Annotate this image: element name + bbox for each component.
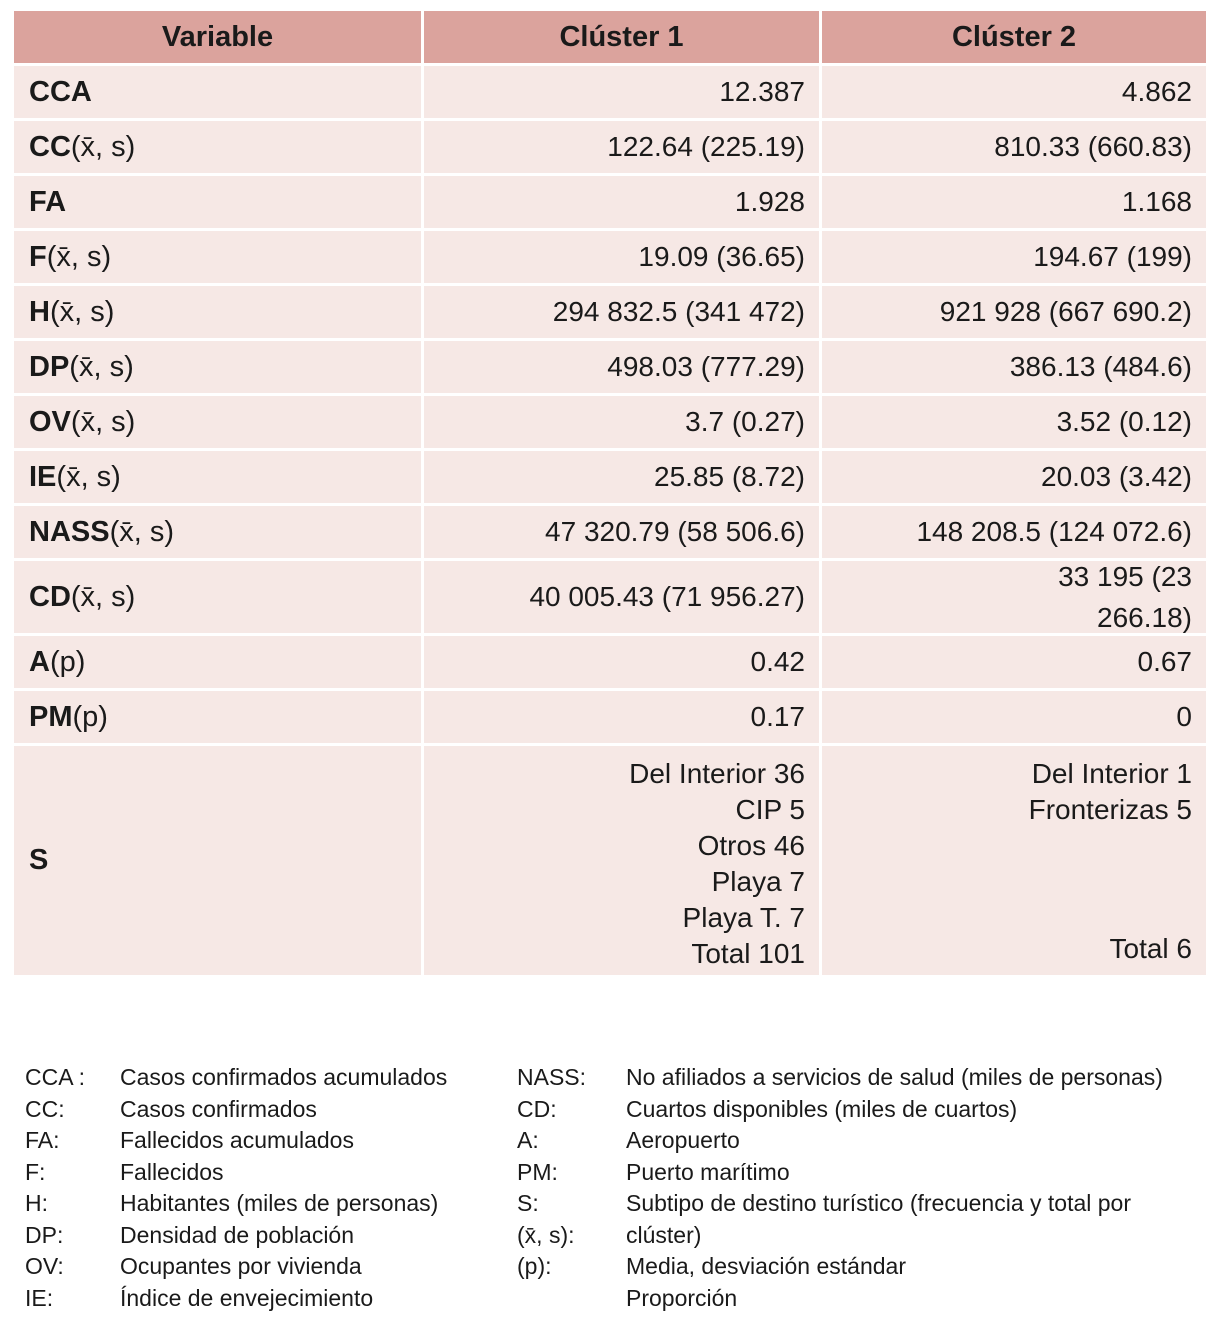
row-cluster-1-value: 294 832.5 (341 472): [424, 286, 822, 341]
legend-description: Habitantes (miles de personas): [120, 1190, 439, 1216]
s-item: Playa T. 7: [682, 902, 805, 933]
row-cluster-1-value: 47 320.79 (58 506.6): [424, 506, 822, 561]
row-cluster-2-value: 386.13 (484.6): [822, 341, 1206, 396]
legend-description: Puerto marítimo: [626, 1158, 790, 1185]
row-cluster-1-value: 1.928: [424, 176, 822, 231]
row-variable: PM (p): [14, 691, 424, 746]
s-item: CIP 5: [735, 794, 805, 825]
table-row-s: [14, 746, 1206, 978]
s-item: Del Interior 1: [1031, 758, 1192, 789]
row-cluster-2-value: 0: [822, 691, 1206, 746]
legend-abbr: A:: [517, 1127, 539, 1153]
row-cluster-1-value: 12.387: [424, 66, 822, 121]
s-item: Total 101: [691, 938, 805, 969]
table-row: [14, 341, 1206, 396]
table-row: [14, 451, 1206, 506]
row-cluster-2-value: 3.52 (0.12): [822, 396, 1206, 451]
table-row: [14, 506, 1206, 561]
table-row: [14, 636, 1206, 691]
legend-abbr: IE:: [25, 1284, 54, 1311]
table-row: [14, 286, 1206, 341]
row-cluster-2-value: 1.168: [822, 176, 1206, 231]
row-cluster-1-value: 40 005.43 (71 956.27): [424, 561, 822, 636]
row-cluster-2-value: 810.33 (660.83): [822, 121, 1206, 176]
legend-description: Aeropuerto: [626, 1127, 740, 1153]
row-variable: CD (x̄, s): [14, 561, 424, 636]
s-item: Fronterizas 5: [1028, 794, 1192, 825]
row-variable: DP (x̄, s): [14, 341, 424, 396]
legend-description: Densidad de población: [120, 1221, 355, 1248]
s-total: Total 6: [1109, 933, 1192, 964]
header-cluster-2: Clúster 2: [822, 11, 1206, 66]
legend-description: Fallecidos: [120, 1158, 224, 1185]
table-row: [14, 121, 1206, 176]
legend-abbr: FA:: [25, 1127, 60, 1153]
legend-description: Proporción: [626, 1284, 738, 1311]
legend-description: clúster): [626, 1221, 702, 1248]
legend-description: Subtipo de destino turístico (frecuencia y total por: [626, 1190, 1132, 1216]
cluster-table: [14, 11, 1206, 978]
row-cluster-1-value: 0.17: [424, 691, 822, 746]
row-cluster-2-value: 0.67: [822, 636, 1206, 691]
legend-abbr: S:: [517, 1190, 539, 1216]
row-cluster-1-value: [424, 746, 822, 978]
legend-abbr: F:: [25, 1158, 46, 1185]
row-cluster-2-value: 4.862: [822, 66, 1206, 121]
row-variable: F (x̄, s): [14, 231, 424, 286]
legend-description: Índice de envejecimiento: [120, 1284, 374, 1311]
row-cluster-2-value: 33 195 (23 266.18): [822, 561, 1206, 636]
header-cluster-1: Clúster 1: [424, 11, 822, 66]
s-item: Otros 46: [697, 830, 805, 861]
row-variable: S: [14, 746, 424, 978]
legend-description: Cuartos disponibles (miles de cuartos): [626, 1095, 1018, 1122]
row-cluster-2-value: 921 928 (667 690.2): [822, 286, 1206, 341]
legend-abbr: (x̄, s):: [517, 1221, 575, 1248]
row-variable: A (p): [14, 636, 424, 691]
legend-abbr: CD:: [517, 1095, 557, 1122]
legend-description: Media, desviación estándar: [626, 1253, 906, 1279]
legend-description: No afiliados a servicios de salud (miles de personas): [626, 1064, 1163, 1090]
legend-abbr: PM:: [517, 1158, 558, 1185]
legend-abbr: CCA :: [25, 1064, 86, 1090]
s-item: Playa 7: [711, 866, 805, 897]
row-variable: CC (x̄, s): [14, 121, 424, 176]
row-cluster-1-value: 3.7 (0.27): [424, 396, 822, 451]
table-row: [14, 66, 1206, 121]
row-cluster-2-value: 148 208.5 (124 072.6): [822, 506, 1206, 561]
row-variable: OV (x̄, s): [14, 396, 424, 451]
table-row: [14, 231, 1206, 286]
row-variable: FA: [14, 176, 424, 231]
legend-abbr: CC:: [25, 1095, 65, 1122]
table-row: [14, 396, 1206, 451]
row-cluster-1-value: 0.42: [424, 636, 822, 691]
row-variable: CCA: [14, 66, 424, 121]
row-cluster-1-value: 498.03 (777.29): [424, 341, 822, 396]
legend-abbr: (p):: [517, 1253, 552, 1279]
legend-abbr: NASS:: [517, 1064, 587, 1090]
table-row: [14, 176, 1206, 231]
row-cluster-1-value: 25.85 (8.72): [424, 451, 822, 506]
legend-description: Fallecidos acumulados: [120, 1127, 354, 1153]
row-variable: NASS (x̄, s): [14, 506, 424, 561]
row-cluster-1-value: 122.64 (225.19): [424, 121, 822, 176]
header-variable: Variable: [14, 11, 424, 66]
legend-abbr: OV:: [25, 1253, 64, 1279]
row-variable: IE (x̄, s): [14, 451, 424, 506]
table-row: [14, 691, 1206, 746]
legend-description: Ocupantes por vivienda: [120, 1253, 362, 1279]
legend-abbr: DP:: [25, 1221, 64, 1248]
legend-description: Casos confirmados: [120, 1095, 317, 1122]
row-cluster-1-value: 19.09 (36.65): [424, 231, 822, 286]
row-cluster-2-value: [822, 746, 1206, 978]
legend-description: Casos confirmados acumulados: [120, 1064, 448, 1090]
legend-abbr: H:: [25, 1190, 48, 1216]
row-cluster-2-value: 194.67 (199): [822, 231, 1206, 286]
table-row-cd: [14, 561, 1206, 636]
table-header-row: [14, 11, 1206, 66]
s-item: Del Interior 36: [629, 758, 805, 789]
row-cluster-2-value: 20.03 (3.42): [822, 451, 1206, 506]
row-variable: H (x̄, s): [14, 286, 424, 341]
